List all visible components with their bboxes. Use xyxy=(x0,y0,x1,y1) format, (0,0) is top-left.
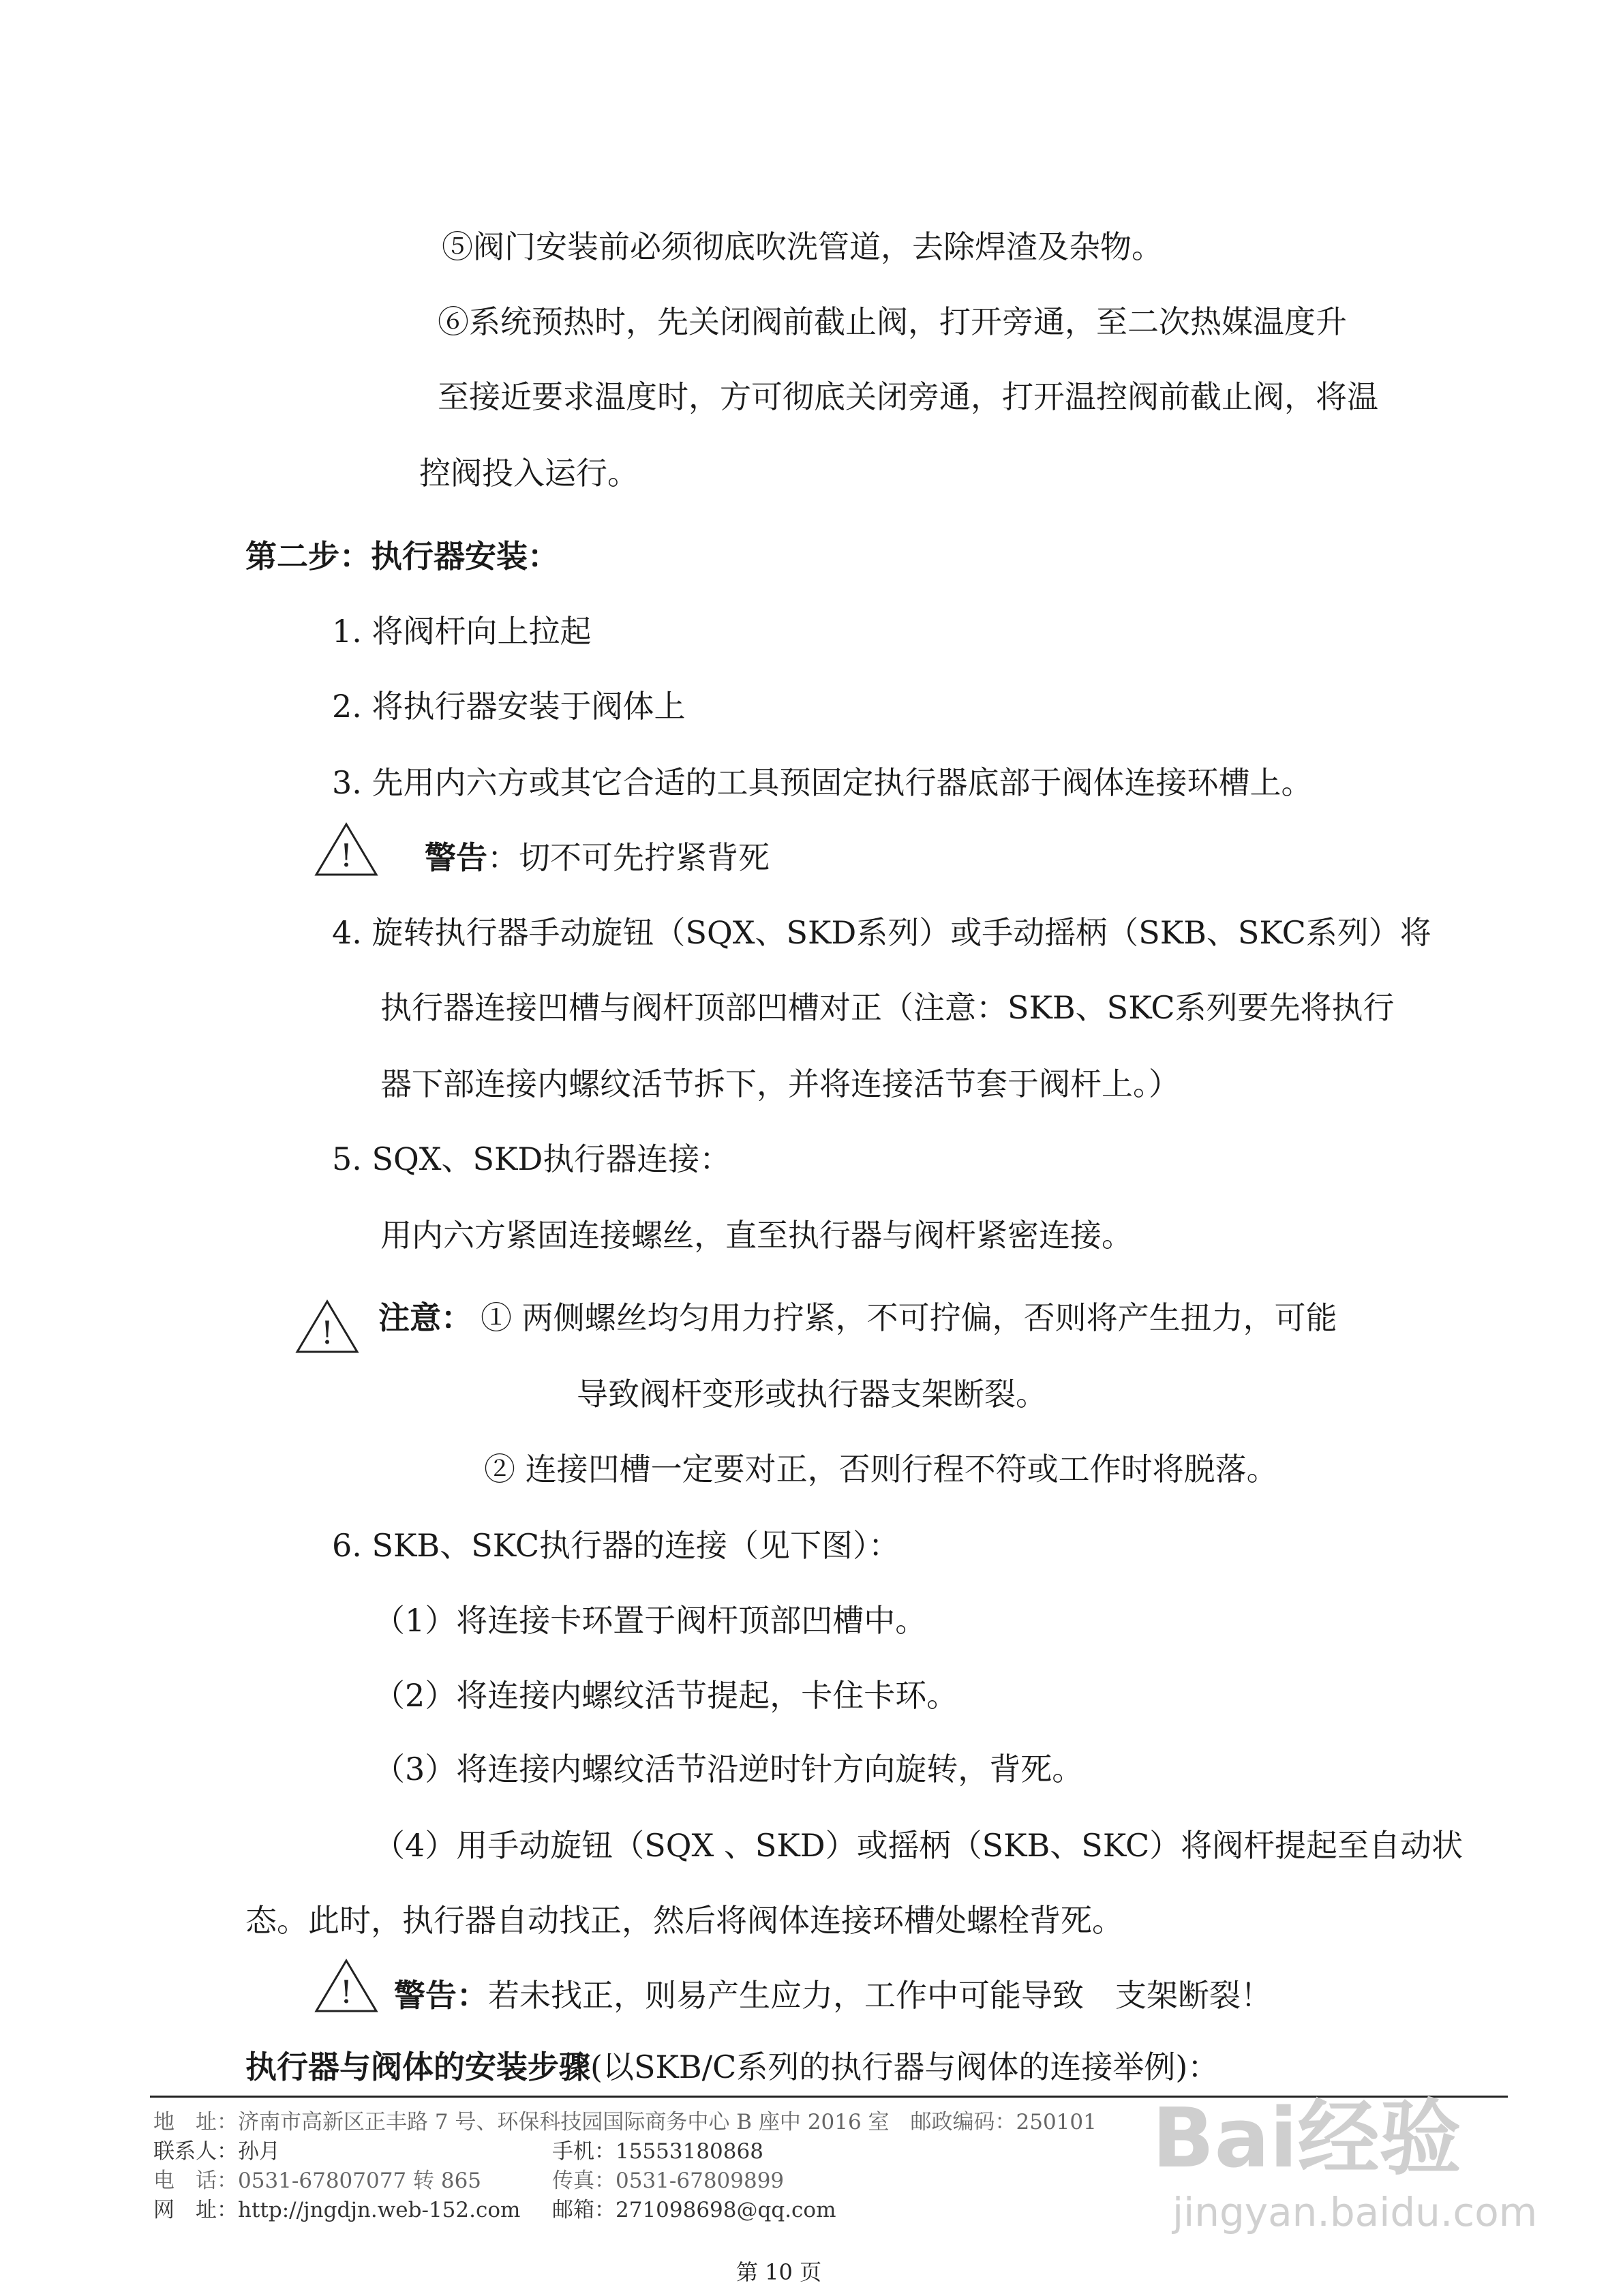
warning-2-label: 警告： xyxy=(394,1977,488,2014)
warning-2 xyxy=(394,1975,1272,2016)
step-6-sub-4-line-1: （4）用手动旋钮（SQX 、SKD）或摇柄（SKB、SKC）将阀杆提起至自动状 xyxy=(374,1827,1463,1864)
note-label: 注意： xyxy=(378,1299,472,1336)
footer-fax: 传真：0531-67809899 xyxy=(552,2169,785,2193)
note-2: ② 连接凹槽一定要对正，否则行程不符或工作时将脱落。 xyxy=(484,1451,1278,1487)
item-6-line-3: 控阀投入运行。 xyxy=(419,455,639,492)
step-2: 2. 将执行器安装于阀体上 xyxy=(332,688,686,725)
step-3: 3. 先用内六方或其它合适的工具预固定执行器底部于阀体连接环槽上。 xyxy=(332,764,1313,801)
warning-2-text: 若未找正，则易产生应力，工作中可能导致 支架断裂！ xyxy=(488,1977,1272,2014)
footer-web[interactable]: 网 址：http://jngdjn.web-152.com xyxy=(153,2198,521,2222)
note-1-line-1: ① 两侧螺丝均匀用力拧紧，不可拧偏，否则将产生扭力，可能 xyxy=(481,1299,1337,1336)
warning-icon xyxy=(314,1958,379,2014)
warning-1-text: ：切不可先拧紧背死 xyxy=(487,839,770,876)
step-1: 1. 将阀杆向上拉起 xyxy=(332,613,592,650)
watermark-logo: Bai经验 xyxy=(1152,2091,1461,2186)
step-5-line-2: 用内六方紧固连接螺丝，直至执行器与阀杆紧密连接。 xyxy=(380,1217,1133,1254)
step-6: 6. SKB、SKC执行器的连接（见下图）： xyxy=(332,1527,900,1564)
footer-mobile: 手机：15553180868 xyxy=(552,2139,763,2164)
install-steps-heading xyxy=(245,2046,1219,2087)
svg-text:!: ! xyxy=(339,837,353,874)
step2-heading: 第二步：执行器安装： xyxy=(245,538,559,575)
install-steps-title: 执行器与阀体的安装步骤 xyxy=(245,2049,590,2085)
step-4-line-2: 执行器连接凹槽与阀杆顶部凹槽对正（注意：SKB、SKC系列要先将执行 xyxy=(380,989,1395,1026)
step-6-sub-4-line-2: 态。此时，执行器自动找正，然后将阀体连接环槽处螺栓背死。 xyxy=(245,1902,1123,1939)
step-6-sub-1: （1）将连接卡环置于阀杆顶部凹槽中。 xyxy=(374,1602,927,1639)
watermark-url: jingyan.baidu.com xyxy=(1172,2189,1538,2235)
item-6-line-2: 至接近要求温度时，方可彻底关闭旁通，打开温控阀前截止阀，将温 xyxy=(438,378,1378,415)
warning-icon xyxy=(314,821,379,877)
item-5: ⑤阀门安装前必须彻底吹洗管道，去除焊渣及杂物。 xyxy=(442,228,1163,265)
footer-address: 地 址：济南市高新区正丰路 7 号、环保科技园国际商务中心 B 座中 2016 室 邮政编码：250101 xyxy=(153,2110,1097,2134)
footer-tel: 电 话：0531-67807077 转 865 xyxy=(153,2169,482,2193)
page-number: 第 10 页 xyxy=(736,2259,822,2285)
footer-contact: 联系人：孙月 xyxy=(153,2139,280,2164)
footer-email[interactable]: 邮箱：271098698@qq.com xyxy=(552,2198,836,2222)
install-steps-subtitle: (以SKB/C系列的执行器与阀体的连接举例)： xyxy=(590,2049,1219,2085)
step-4-line-1: 4. 旋转执行器手动旋钮（SQX、SKD系列）或手动摇柄（SKB、SKC系列）将 xyxy=(332,914,1431,951)
warning-1-label: 警告 xyxy=(425,839,487,876)
warning-1 xyxy=(425,837,770,878)
step-6-sub-3: （3）将连接内螺纹活节沿逆时针方向旋转，背死。 xyxy=(374,1751,1084,1787)
item-6-line-1: ⑥系统预热时，先关闭阀前截止阀，打开旁通，至二次热媒温度升 xyxy=(438,303,1347,340)
step-4-line-3: 器下部连接内螺纹活节拆下，并将连接活节套于阀杆上。） xyxy=(380,1066,1180,1102)
note-1-line-2: 导致阀杆变形或执行器支架断裂。 xyxy=(577,1376,1047,1413)
step-5-line-1: 5. SQX、SKD执行器连接： xyxy=(332,1141,731,1177)
caution-icon xyxy=(294,1299,360,1355)
svg-text:!: ! xyxy=(339,1974,353,2010)
svg-text:!: ! xyxy=(320,1314,334,1351)
step-6-sub-2: （2）将连接内螺纹活节提起，卡住卡环。 xyxy=(374,1677,958,1714)
